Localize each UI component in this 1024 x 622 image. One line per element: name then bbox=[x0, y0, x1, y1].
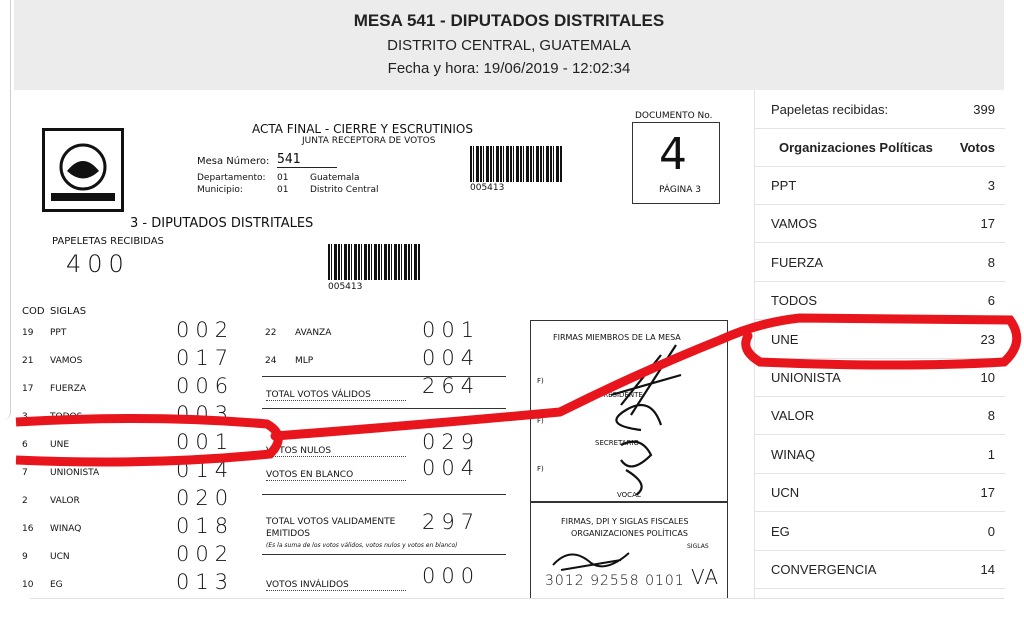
party-code: 6 bbox=[22, 440, 28, 450]
presidente-label: PRESIDENTE bbox=[599, 391, 643, 399]
party-sigla: FUERZA bbox=[50, 384, 87, 394]
fiscales-label: FIRMAS, DPI Y SIGLAS FISCALES bbox=[561, 517, 689, 526]
siglas-small-label: SIGLAS bbox=[687, 543, 709, 550]
ballots-received-value: 399 bbox=[973, 102, 995, 117]
barcode-number-middle: 005413 bbox=[328, 282, 363, 292]
nulos-value: 029 bbox=[422, 430, 481, 454]
document-subtitle: JUNTA RECEPTORA DE VOTOS bbox=[302, 136, 436, 146]
divider-2 bbox=[262, 408, 506, 409]
barcode-number-top: 005413 bbox=[470, 183, 505, 193]
party-votes-handwritten: 020 bbox=[176, 486, 235, 510]
documento-label: DOCUMENTO No. bbox=[635, 111, 713, 121]
avanza-votes: 001 bbox=[422, 318, 481, 342]
party-code: 2 bbox=[22, 496, 28, 506]
panel-party-votes: 6 bbox=[987, 293, 995, 309]
panel-result-row bbox=[755, 243, 1005, 282]
party-votes-handwritten: 006 bbox=[176, 374, 235, 398]
depto-name: Guatemala bbox=[310, 173, 360, 183]
muni-code: 01 bbox=[277, 185, 289, 195]
total-validos-label: TOTAL VOTOS VÁLIDOS bbox=[266, 390, 406, 401]
secretario-label: SECRETARIO bbox=[595, 439, 639, 447]
panel-result-row bbox=[755, 166, 1005, 205]
party-code: 9 bbox=[22, 552, 28, 562]
panel-party-name: EG bbox=[771, 523, 790, 539]
panel-party-votes: 14 bbox=[980, 562, 995, 577]
party-votes-handwritten: 013 bbox=[176, 570, 235, 594]
party-sigla: VAMOS bbox=[50, 356, 83, 366]
party-sigla: WINAQ bbox=[50, 524, 82, 534]
party-votes-handwritten: 002 bbox=[176, 542, 235, 566]
results-panel bbox=[754, 90, 1005, 598]
divider-4 bbox=[262, 554, 506, 555]
firmas-label: FIRMAS MIEMBROS DE LA MESA bbox=[553, 333, 681, 342]
party-code: 17 bbox=[22, 384, 34, 394]
documento-number: 4 bbox=[659, 129, 687, 180]
panel-party-votes: 17 bbox=[980, 485, 995, 501]
f-marker-3: F) bbox=[537, 465, 544, 473]
muni-label: Municipio: bbox=[197, 185, 243, 195]
emitidos-label: TOTAL VOTOS VALIDAMENTE EMITIDOS bbox=[266, 517, 396, 539]
panel-result-row bbox=[755, 512, 1005, 551]
signatures-scribble bbox=[581, 335, 701, 495]
emitidos-value: 297 bbox=[422, 510, 481, 534]
col-cod-header: COD bbox=[22, 306, 45, 317]
tse-logo bbox=[42, 128, 124, 212]
panel-party-name: UNIONISTA bbox=[771, 370, 841, 385]
party-votes-handwritten: 018 bbox=[176, 514, 235, 538]
panel-party-votes: 3 bbox=[987, 178, 995, 193]
panel-party-name: UCN bbox=[771, 485, 800, 501]
ballots-label: PAPELETAS RECIBIDAS bbox=[52, 236, 164, 247]
blanco-label: VOTOS EN BLANCO bbox=[266, 470, 406, 481]
mlp-votes: 004 bbox=[422, 346, 481, 370]
page-subtitle: DISTRITO CENTRAL, GUATEMALA bbox=[387, 37, 631, 54]
document-title: ACTA FINAL - CIERRE Y ESCRUTINIOS bbox=[252, 122, 473, 136]
panel-party-votes: 17 bbox=[980, 216, 995, 232]
page-header bbox=[14, 0, 1004, 90]
panel-header-row bbox=[755, 128, 1005, 167]
panel-party-votes: 10 bbox=[980, 370, 995, 385]
party-code: 7 bbox=[22, 468, 28, 478]
barcode-top bbox=[470, 146, 562, 182]
panel-result-row bbox=[755, 473, 1005, 512]
mesa-label: Mesa Número: bbox=[197, 156, 270, 167]
fiscal-dpi: 3012 92558 0101 bbox=[545, 573, 685, 589]
panel-party-votes: 1 bbox=[987, 446, 995, 462]
mlp-code: 24 bbox=[265, 356, 277, 366]
total-validos-value: 264 bbox=[422, 374, 481, 398]
f-marker-2: F) bbox=[537, 417, 544, 425]
panel-result-row bbox=[755, 550, 1005, 589]
une-highlight-ellipse bbox=[12, 410, 292, 470]
pagina-label: PÁGINA 3 bbox=[659, 185, 701, 195]
panel-party-votes: 23 bbox=[980, 331, 995, 347]
f-marker-1: F) bbox=[537, 377, 544, 385]
panel-party-name: CONVERGENCIA bbox=[771, 562, 877, 577]
panel-party-name: VALOR bbox=[771, 408, 815, 424]
avanza-sigla: AVANZA bbox=[295, 328, 332, 338]
acta-scan-image bbox=[12, 90, 752, 598]
party-code: 16 bbox=[22, 524, 34, 534]
muni-name: Distrito Central bbox=[310, 185, 379, 195]
fiscal-siglas: VA bbox=[691, 565, 720, 589]
invalidos-label: VOTOS INVÁLIDOS bbox=[266, 580, 406, 591]
nulos-label: VOTOS NULOS bbox=[266, 446, 406, 457]
left-window-edge bbox=[0, 0, 11, 420]
party-sigla: UNIONISTA bbox=[50, 468, 100, 478]
party-sigla: UNE bbox=[50, 440, 70, 450]
page-datetime: Fecha y hora: 19/06/2019 - 12:02:34 bbox=[387, 60, 631, 77]
col-siglas-header: SIGLAS bbox=[50, 306, 87, 317]
panel-result-row bbox=[755, 435, 1005, 474]
party-code: 21 bbox=[22, 356, 34, 366]
barcode-middle bbox=[328, 244, 420, 280]
panel-result-row bbox=[755, 320, 1005, 359]
firmas-box bbox=[530, 320, 728, 502]
fiscales-box bbox=[530, 502, 728, 598]
party-sigla: PPT bbox=[50, 328, 67, 338]
emitidos-note: (Es la suma de los votos válidos, votos nulos y votos en blanco) bbox=[266, 542, 458, 549]
bottom-scroll-edge bbox=[30, 598, 1004, 611]
panel-result-row bbox=[755, 396, 1005, 435]
avanza-code: 22 bbox=[265, 328, 277, 338]
invalidos-value: 000 bbox=[422, 564, 481, 588]
panel-party-name: TODOS bbox=[771, 293, 817, 309]
panel-party-name: PPT bbox=[771, 178, 797, 193]
party-code: 10 bbox=[22, 580, 34, 590]
page-title: MESA 541 - DIPUTADOS DISTRITALES bbox=[353, 11, 665, 30]
party-votes-handwritten: 017 bbox=[176, 346, 235, 370]
blanco-value: 004 bbox=[422, 456, 481, 480]
panel-result-row bbox=[755, 358, 1005, 397]
depto-label: Departamento: bbox=[197, 173, 266, 183]
party-sigla: VALOR bbox=[50, 496, 80, 506]
ballots-handwritten: 400 bbox=[66, 250, 130, 278]
panel-party-name: WINAQ bbox=[771, 446, 816, 462]
panel-party-votes: 8 bbox=[987, 408, 995, 424]
panel-party-name: UNE bbox=[771, 331, 799, 347]
panel-party-votes: 8 bbox=[987, 254, 995, 270]
col-org-header: Organizaciones Políticas bbox=[779, 140, 933, 155]
panel-result-row bbox=[755, 204, 1005, 243]
divider-3 bbox=[262, 494, 506, 495]
fiscales-sublabel: ORGANIZACIONES POLÍTICAS bbox=[571, 529, 688, 538]
party-code: 3 bbox=[22, 412, 28, 422]
party-sigla: TODOS bbox=[50, 412, 83, 422]
documento-box bbox=[632, 111, 720, 204]
panel-party-votes: 0 bbox=[987, 523, 995, 539]
fiscal-signature bbox=[551, 545, 631, 575]
ballots-received-label: Papeletas recibidas: bbox=[771, 102, 889, 117]
depto-code: 01 bbox=[277, 173, 289, 183]
party-votes-handwritten: 001 bbox=[176, 430, 235, 454]
panel-party-name: FUERZA bbox=[771, 254, 823, 270]
party-votes-handwritten: 003 bbox=[176, 402, 235, 426]
party-code: 19 bbox=[22, 328, 34, 338]
mlp-sigla: MLP bbox=[295, 356, 314, 366]
col-votes-header: Votos bbox=[959, 140, 995, 155]
section-title: 3 - DIPUTADOS DISTRITALES bbox=[130, 216, 314, 231]
party-sigla: UCN bbox=[50, 552, 70, 562]
panel-result-row bbox=[755, 281, 1005, 320]
ballots-received-row bbox=[755, 90, 1005, 129]
mesa-value: 541 bbox=[277, 152, 337, 168]
panel-party-name: VAMOS bbox=[771, 216, 817, 232]
party-sigla: EG bbox=[50, 580, 63, 590]
party-votes-handwritten: 002 bbox=[176, 318, 235, 342]
party-votes-handwritten: 014 bbox=[176, 458, 235, 482]
vocal-label: VOCAL bbox=[617, 491, 641, 499]
